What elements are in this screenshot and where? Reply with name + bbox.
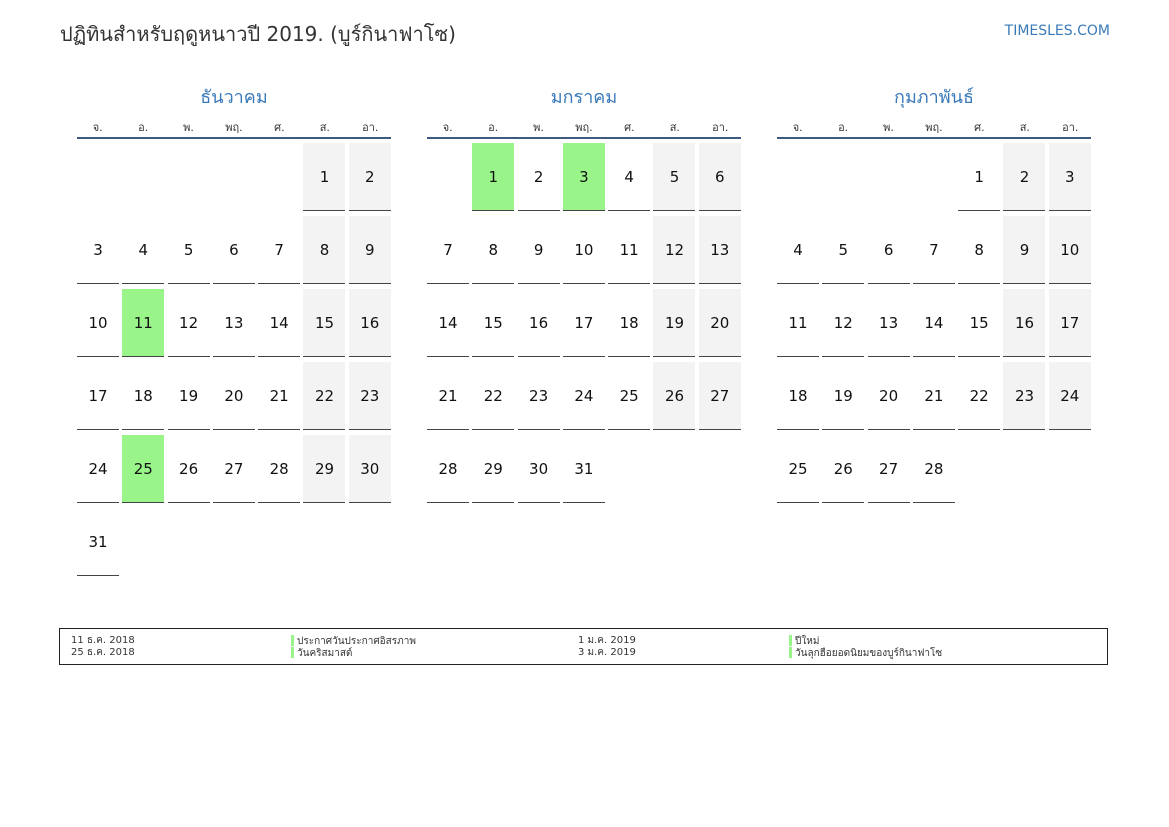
month-name: มกราคม [550, 87, 618, 108]
empty-day-cell [213, 143, 255, 210]
day-cell: 7 [913, 216, 955, 284]
day-cell: 19 [168, 362, 210, 430]
empty-day-cell [913, 143, 955, 210]
day-cell: 24 [563, 362, 605, 430]
day-cell: 17 [1049, 289, 1091, 357]
day-cell: 10 [563, 216, 605, 284]
legend-holiday [291, 647, 352, 660]
holiday-color-marker [291, 647, 294, 658]
weekday-label: จ. [792, 121, 803, 134]
day-cell: 13 [213, 289, 255, 357]
day-cell: 8 [472, 216, 514, 284]
day-cell: 13 [868, 289, 910, 357]
legend-date: 25 ธ.ค. 2018 [71, 647, 135, 658]
weekday-label: อา. [712, 121, 729, 134]
day-cell: 27 [213, 435, 255, 503]
day-cell: 6 [213, 216, 255, 284]
weekday-header [427, 118, 741, 139]
month-december [77, 82, 391, 576]
day-cell: 12 [653, 216, 695, 284]
day-cell: 1 [958, 143, 1000, 211]
day-cell: 26 [822, 435, 864, 503]
day-cell: 21 [913, 362, 955, 430]
weekday-label: ส. [1019, 121, 1030, 134]
day-grid [777, 143, 1091, 503]
day-cell: 26 [653, 362, 695, 430]
day-cell: 13 [699, 216, 741, 284]
weekday-label: พฤ. [925, 121, 943, 134]
day-cell: 3 [77, 216, 119, 284]
empty-day-cell [168, 143, 210, 210]
day-cell: 30 [518, 435, 560, 503]
month-january [427, 82, 741, 503]
weekday-label: พฤ. [225, 121, 243, 134]
day-cell: 27 [868, 435, 910, 503]
empty-day-cell [122, 143, 164, 210]
day-cell: 18 [608, 289, 650, 357]
day-cell: 24 [77, 435, 119, 503]
legend-holiday-name: ปีใหม่ [795, 636, 820, 647]
day-cell: 12 [822, 289, 864, 357]
day-cell: 4 [608, 143, 650, 211]
empty-day-cell [427, 143, 469, 210]
weekday-label: อา. [1062, 121, 1079, 134]
day-cell: 31 [563, 435, 605, 503]
day-cell: 21 [427, 362, 469, 430]
day-grid [77, 143, 391, 576]
holiday-legend [59, 628, 1108, 665]
day-cell: 20 [699, 289, 741, 357]
day-cell: 22 [958, 362, 1000, 430]
day-cell: 31 [77, 508, 119, 576]
empty-day-cell [258, 143, 300, 210]
day-cell: 15 [303, 289, 345, 357]
day-cell: 30 [349, 435, 391, 503]
weekday-header [77, 118, 391, 139]
legend-holiday-name: ประกาศวันประกาศอิสรภาพ [297, 636, 416, 647]
weekday-label: อา. [362, 121, 379, 134]
day-cell: 5 [168, 216, 210, 284]
legend-holiday-name: วันคริสมาสต์ [297, 648, 353, 659]
day-cell: 14 [913, 289, 955, 357]
day-cell: 7 [427, 216, 469, 284]
day-cell: 7 [258, 216, 300, 284]
day-cell: 10 [77, 289, 119, 357]
page-title: ปฏิทินสำหรับฤดูหนาวปี 2019. (บูร์กินาฟาโซ) [60, 22, 456, 46]
weekday-label: พ. [533, 121, 544, 134]
day-cell: 8 [958, 216, 1000, 284]
day-cell: 22 [472, 362, 514, 430]
day-cell: 1 [303, 143, 345, 211]
weekday-label: จ. [442, 121, 453, 134]
day-cell: 20 [213, 362, 255, 430]
day-cell: 9 [518, 216, 560, 284]
weekday-label: ศ. [974, 121, 985, 134]
day-cell: 23 [518, 362, 560, 430]
day-cell: 6 [868, 216, 910, 284]
empty-day-cell [777, 143, 819, 210]
day-cell: 29 [472, 435, 514, 503]
weekday-label: ศ. [274, 121, 285, 134]
day-cell: 12 [168, 289, 210, 357]
day-cell: 23 [349, 362, 391, 430]
day-cell: 28 [258, 435, 300, 503]
weekday-label: ส. [669, 121, 680, 134]
day-cell: 25 [777, 435, 819, 503]
legend-date: 3 ม.ค. 2019 [578, 647, 636, 658]
weekday-label: พ. [883, 121, 894, 134]
day-cell: 27 [699, 362, 741, 430]
day-cell: 18 [777, 362, 819, 430]
empty-day-cell [822, 143, 864, 210]
day-cell: 8 [303, 216, 345, 284]
holiday-day-cell: 1 [472, 143, 514, 211]
legend-date: 11 ธ.ค. 2018 [71, 635, 135, 646]
empty-day-cell [868, 143, 910, 210]
legend-holiday [789, 647, 942, 660]
day-cell: 16 [1003, 289, 1045, 357]
day-cell: 4 [777, 216, 819, 284]
day-cell: 10 [1049, 216, 1091, 284]
day-cell: 28 [913, 435, 955, 503]
day-cell: 17 [77, 362, 119, 430]
day-cell: 19 [822, 362, 864, 430]
day-cell: 14 [427, 289, 469, 357]
weekday-label: พฤ. [575, 121, 593, 134]
holiday-day-cell: 25 [122, 435, 164, 503]
weekday-header [777, 118, 1091, 139]
day-cell: 21 [258, 362, 300, 430]
holiday-color-marker [789, 635, 792, 646]
holiday-day-cell: 11 [122, 289, 164, 357]
weekday-label: ส. [319, 121, 330, 134]
day-grid [427, 143, 741, 503]
day-cell: 5 [822, 216, 864, 284]
day-cell: 19 [653, 289, 695, 357]
day-cell: 14 [258, 289, 300, 357]
day-cell: 25 [608, 362, 650, 430]
day-cell: 2 [349, 143, 391, 211]
day-cell: 2 [1003, 143, 1045, 211]
day-cell: 5 [653, 143, 695, 211]
day-cell: 16 [349, 289, 391, 357]
weekday-label: ศ. [624, 121, 635, 134]
weekday-label: พ. [183, 121, 194, 134]
holiday-color-marker [291, 635, 294, 646]
legend-holiday-name: วันลุกฮือยอดนิยมของบูร์กินาฟาโซ [795, 648, 943, 659]
legend-date: 1 ม.ค. 2019 [578, 635, 636, 646]
weekday-label: อ. [488, 121, 499, 134]
day-cell: 6 [699, 143, 741, 211]
day-cell: 20 [868, 362, 910, 430]
holiday-day-cell: 3 [563, 143, 605, 211]
day-cell: 29 [303, 435, 345, 503]
day-cell: 16 [518, 289, 560, 357]
holiday-color-marker [789, 647, 792, 658]
day-cell: 22 [303, 362, 345, 430]
day-cell: 11 [777, 289, 819, 357]
day-cell: 17 [563, 289, 605, 357]
day-cell: 9 [1003, 216, 1045, 284]
day-cell: 11 [608, 216, 650, 284]
day-cell: 15 [958, 289, 1000, 357]
day-cell: 9 [349, 216, 391, 284]
day-cell: 26 [168, 435, 210, 503]
weekday-label: อ. [838, 121, 849, 134]
weekday-label: จ. [92, 121, 103, 134]
brand-link[interactable]: TIMESLES.COM [1004, 23, 1110, 39]
day-cell: 28 [427, 435, 469, 503]
day-cell: 2 [518, 143, 560, 211]
empty-day-cell [77, 143, 119, 210]
weekday-label: อ. [138, 121, 149, 134]
month-name: กุมภาพันธ์ [894, 87, 974, 108]
month-name: ธันวาคม [200, 87, 268, 108]
day-cell: 23 [1003, 362, 1045, 430]
day-cell: 15 [472, 289, 514, 357]
day-cell: 4 [122, 216, 164, 284]
day-cell: 3 [1049, 143, 1091, 211]
day-cell: 18 [122, 362, 164, 430]
day-cell: 24 [1049, 362, 1091, 430]
month-february [777, 82, 1091, 503]
